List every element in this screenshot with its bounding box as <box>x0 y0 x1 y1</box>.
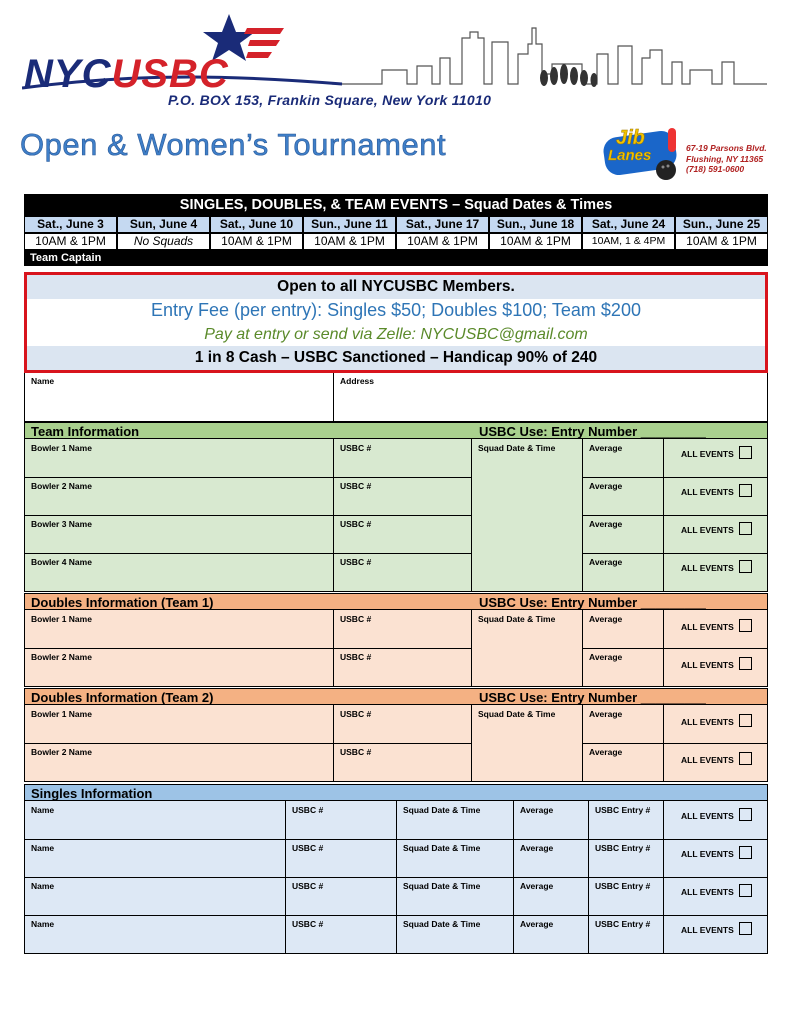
squad-label: Squad Date & Time <box>478 443 556 453</box>
usbc-number-label: USBC # <box>340 443 372 453</box>
info-rules: 1 in 8 Cash – USBC Sanctioned – Handicap 90% of 240 <box>27 346 765 370</box>
mailing-address: P.O. BOX 153, Frankin Square, New York 11010 <box>168 92 492 108</box>
schedule-time: 10AM & 1PM <box>396 233 489 250</box>
bowler-name-label: Bowler 2 Name <box>31 481 92 491</box>
bowler-name-label: Bowler 3 Name <box>31 519 92 529</box>
logo-usbc-text: USBC <box>111 52 229 96</box>
usbc-number-label: USBC # <box>292 881 324 891</box>
schedule-table <box>24 194 768 266</box>
usbc-number-label: USBC # <box>340 652 372 662</box>
singles-name-label: Name <box>31 919 55 929</box>
average-label: Average <box>589 557 623 567</box>
schedule-day: Sat., June 3 <box>24 216 117 233</box>
info-entry-fee: Entry Fee (per entry): Singles $50; Doubles $100; Team $200 <box>27 299 765 323</box>
all-events-option[interactable] <box>681 522 752 535</box>
average-label: Average <box>589 652 623 662</box>
schedule-time: 10AM & 1PM <box>24 233 117 250</box>
all-events-option[interactable] <box>681 808 752 821</box>
squad-label: Squad Date & Time <box>403 919 481 929</box>
doubles1-title: Doubles Information (Team 1) <box>31 595 214 610</box>
average-label: Average <box>520 881 554 891</box>
sponsor-address <box>686 143 767 175</box>
all-events-option[interactable] <box>681 714 752 727</box>
all-events-label: ALL EVENTS <box>681 487 734 497</box>
usbc-entry-label: USBC Entry # <box>595 919 651 929</box>
logo-nyc-text: NYC <box>24 52 112 96</box>
usbc-number-label: USBC # <box>340 557 372 567</box>
all-events-option[interactable] <box>681 560 752 573</box>
all-events-checkbox[interactable] <box>739 657 752 670</box>
nycusbc-logo <box>24 52 229 97</box>
doubles2-entry-number: USBC Use: Entry Number _________ <box>479 690 706 705</box>
sponsor-street: 67-19 Parsons Blvd. <box>686 143 767 153</box>
average-label: Average <box>589 519 623 529</box>
contact-section <box>24 373 768 422</box>
doubles2-section-body <box>24 705 768 782</box>
schedule-time: 10AM & 1PM <box>675 233 768 250</box>
average-label: Average <box>520 919 554 929</box>
info-payment: Pay at entry or send via Zelle: NYCUSBC@gmail.com <box>27 323 765 347</box>
all-events-checkbox[interactable] <box>739 846 752 859</box>
all-events-checkbox[interactable] <box>739 884 752 897</box>
address-label: Address <box>340 376 375 386</box>
all-events-option[interactable] <box>681 752 752 765</box>
all-events-label: ALL EVENTS <box>681 755 734 765</box>
schedule-time: 10AM & 1PM <box>210 233 303 250</box>
average-label: Average <box>520 843 554 853</box>
schedule-day: Sat., June 24 <box>582 216 675 233</box>
doubles1-section-body <box>24 610 768 687</box>
squad-label: Squad Date & Time <box>403 843 481 853</box>
singles-name-label: Name <box>31 843 55 853</box>
team-captain-label: Team Captain <box>24 250 768 266</box>
usbc-number-label: USBC # <box>340 709 372 719</box>
usbc-number-label: USBC # <box>340 519 372 529</box>
address-field[interactable] <box>334 373 768 421</box>
squad-label: Squad Date & Time <box>478 709 556 719</box>
singles-section-body <box>24 801 768 954</box>
doubles1-entry-number: USBC Use: Entry Number _________ <box>479 595 706 610</box>
usbc-entry-label: USBC Entry # <box>595 805 651 815</box>
singles-title: Singles Information <box>31 786 153 801</box>
sponsor-city: Flushing, NY 11365 <box>686 153 764 164</box>
jib-lanes-logo <box>598 122 684 182</box>
all-events-label: ALL EVENTS <box>681 811 734 821</box>
average-label: Average <box>589 747 623 757</box>
schedule-day: Sat., June 17 <box>396 216 489 233</box>
all-events-label: ALL EVENTS <box>681 887 734 897</box>
schedule-day: Sun., June 25 <box>675 216 768 233</box>
all-events-option[interactable] <box>681 846 752 859</box>
all-events-label: ALL EVENTS <box>681 563 734 573</box>
average-label: Average <box>589 614 623 624</box>
all-events-checkbox[interactable] <box>739 446 752 459</box>
all-events-label: ALL EVENTS <box>681 849 734 859</box>
all-events-label: ALL EVENTS <box>681 449 734 459</box>
team-entry-number: USBC Use: Entry Number _________ <box>479 424 706 439</box>
bowler-name-label: Bowler 2 Name <box>31 652 92 662</box>
usbc-number-label: USBC # <box>292 919 324 929</box>
team-section-header <box>24 422 768 439</box>
schedule-time: 10AM, 1 & 4PM <box>582 233 675 250</box>
all-events-checkbox[interactable] <box>739 619 752 632</box>
all-events-checkbox[interactable] <box>739 560 752 573</box>
sponsor-phone: (718) 591-0600 <box>686 164 745 174</box>
usbc-entry-label: USBC Entry # <box>595 843 651 853</box>
schedule-time: No Squads <box>117 233 210 250</box>
squad-label: Squad Date & Time <box>403 805 481 815</box>
team-section-title: Team Information <box>31 424 140 439</box>
usbc-number-label: USBC # <box>340 614 372 624</box>
singles-name-label: Name <box>31 881 55 891</box>
bowler-name-label: Bowler 1 Name <box>31 443 92 453</box>
lanes-text: Lanes <box>608 147 652 164</box>
all-events-checkbox[interactable] <box>739 522 752 535</box>
all-events-checkbox[interactable] <box>739 808 752 821</box>
all-events-option[interactable] <box>681 884 752 897</box>
singles-section-header <box>24 784 768 801</box>
all-events-checkbox[interactable] <box>739 752 752 765</box>
name-field[interactable] <box>25 373 334 421</box>
all-events-label: ALL EVENTS <box>681 660 734 670</box>
schedule-day: Sun., June 18 <box>489 216 582 233</box>
schedule-day: Sat., June 10 <box>210 216 303 233</box>
doubles1-section-header <box>24 593 768 610</box>
schedule-days-row <box>24 216 768 233</box>
all-events-label: ALL EVENTS <box>681 925 734 935</box>
schedule-time: 10AM & 1PM <box>489 233 582 250</box>
doubles2-section-header <box>24 688 768 705</box>
all-events-label: ALL EVENTS <box>681 717 734 727</box>
all-events-option[interactable] <box>681 619 752 632</box>
all-events-checkbox[interactable] <box>739 922 752 935</box>
average-label: Average <box>589 443 623 453</box>
bowler-name-label: Bowler 4 Name <box>31 557 92 567</box>
usbc-number-label: USBC # <box>292 805 324 815</box>
tournament-info-box <box>24 272 768 373</box>
jib-text: Jib <box>616 127 645 149</box>
schedule-day: Sun, June 4 <box>117 216 210 233</box>
usbc-number-label: USBC # <box>340 747 372 757</box>
squad-label: Squad Date & Time <box>478 614 556 624</box>
skyline-icon <box>332 28 767 84</box>
all-events-option[interactable] <box>681 446 752 459</box>
all-events-option[interactable] <box>681 922 752 935</box>
name-label: Name <box>31 376 55 386</box>
schedule-heading: SINGLES, DOUBLES, & TEAM EVENTS – Squad Dates & Times <box>24 194 768 216</box>
info-eligibility: Open to all NYCUSBC Members. <box>27 275 765 299</box>
average-label: Average <box>589 709 623 719</box>
singles-name-label: Name <box>31 805 55 815</box>
all-events-checkbox[interactable] <box>739 484 752 497</box>
usbc-entry-label: USBC Entry # <box>595 881 651 891</box>
bowler-name-label: Bowler 1 Name <box>31 614 92 624</box>
bowler-name-label: Bowler 2 Name <box>31 747 92 757</box>
squad-label: Squad Date & Time <box>403 881 481 891</box>
team-section-body <box>24 439 768 592</box>
page-title: Open & Women’s Tournament <box>20 127 447 162</box>
schedule-times-row <box>24 233 768 250</box>
bowler-name-label: Bowler 1 Name <box>31 709 92 719</box>
all-events-label: ALL EVENTS <box>681 622 734 632</box>
average-label: Average <box>520 805 554 815</box>
all-events-option[interactable] <box>681 484 752 497</box>
average-label: Average <box>589 481 623 491</box>
all-events-checkbox[interactable] <box>739 714 752 727</box>
usbc-number-label: USBC # <box>292 843 324 853</box>
all-events-option[interactable] <box>681 657 752 670</box>
schedule-day: Sun., June 11 <box>303 216 396 233</box>
schedule-time: 10AM & 1PM <box>303 233 396 250</box>
all-events-label: ALL EVENTS <box>681 525 734 535</box>
usbc-number-label: USBC # <box>340 481 372 491</box>
doubles2-title: Doubles Information (Team 2) <box>31 690 214 705</box>
